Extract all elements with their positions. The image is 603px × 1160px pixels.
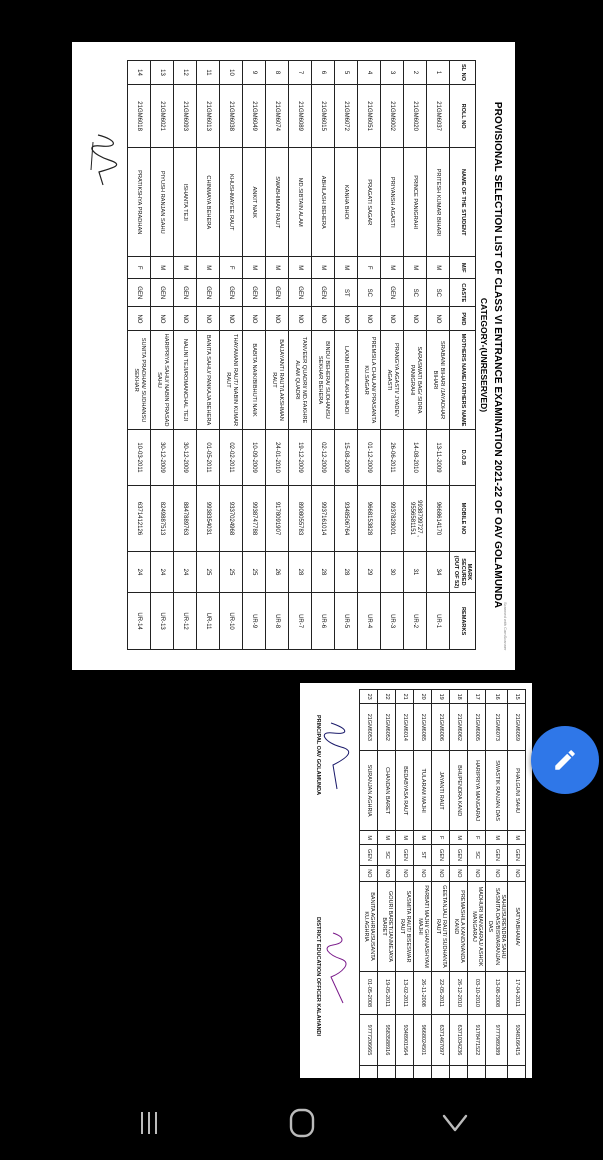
table-cell: NO: [450, 865, 468, 881]
table-cell: 19-05-2011: [378, 972, 396, 1015]
table-cell: NO: [414, 865, 432, 881]
selection-table-page-1: [127, 60, 476, 650]
table-cell: 22: [378, 690, 396, 704]
table-cell: GOURI BARET/JANMEJAYA BARET: [378, 882, 396, 972]
table-cell: BHUPENDRA KAND: [450, 751, 468, 831]
column-header: PWD: [450, 307, 476, 331]
table-cell: BINDU BEHERA/ SUDHANSU SEKHAR BEHERA: [312, 331, 335, 429]
table-cell: 24: [174, 551, 197, 592]
table-cell: PHALGUNI SAHU: [508, 751, 526, 831]
table-cell: 22-05-2011: [432, 972, 450, 1015]
table-cell: F: [358, 257, 381, 279]
table-cell: [486, 1066, 508, 1078]
table-cell: SURANJAN AGHRIA: [360, 751, 378, 831]
table-cell: [508, 1066, 526, 1078]
table-cell: ANKIT NAIK: [243, 148, 266, 257]
table-cell: KANHA BHOI: [335, 148, 358, 257]
table-cell: 21GM6062: [450, 704, 468, 751]
table-cell: 8847889763: [174, 486, 197, 551]
table-cell: UR-9: [243, 593, 266, 650]
table-cell: PIYUSH RANJAN SAHU: [151, 148, 174, 257]
table-cell: UR-2: [404, 593, 427, 650]
table-cell: F: [468, 831, 486, 845]
table-cell: M: [381, 257, 404, 279]
table-cell: UR-14: [128, 593, 151, 650]
table-cell: GEN: [312, 279, 335, 307]
table-cell: CHANDAN BARET: [378, 751, 396, 831]
table-cell: BANITA AGHRIA/SUSANTA KU.AGHRIA: [360, 882, 378, 972]
table-cell: ISHANTA TEJI: [174, 148, 197, 257]
table-cell: 17-04-2011: [508, 972, 526, 1015]
table-cell: M: [151, 257, 174, 279]
table-cell: 6371034236: [450, 1014, 468, 1065]
table-cell: 21GM6013: [197, 84, 220, 147]
table-cell: M: [335, 257, 358, 279]
table-cell: PRITESH KUMAR BIHARI: [427, 148, 450, 257]
table-cell: PREMSILA CHALAN/ PRASANTA KU.SAGAR: [358, 331, 381, 429]
table-cell: 21: [396, 690, 414, 704]
table-cell: GEETANJALI RAUT/ SUDHANTA RAUT: [432, 882, 450, 972]
table-cell: SATYABHAMA/: [508, 882, 526, 972]
table-cell: 14: [128, 61, 151, 85]
table-row: [508, 690, 526, 1079]
table-cell: NO: [335, 307, 358, 331]
table-cell: 13: [151, 61, 174, 85]
table-cell: 29: [358, 551, 381, 592]
table-cell: SASMITA RAUT/ BISESWAR RAUT: [396, 882, 414, 972]
table-cell: 26-12-2010: [450, 972, 468, 1015]
table-cell: 7: [289, 61, 312, 85]
table-cell: 19-12-2009: [289, 429, 312, 486]
table-cell: 26-06-2011: [381, 429, 404, 486]
table-cell: 01-05-2011: [197, 429, 220, 486]
table-cell: PARBATI MAJHI/ GHANASHYAM MAJHI: [414, 882, 432, 972]
document-title: PROVISIONAL SELECTION LIST OF CLASS VI ENTRANCE EXAMINATION 2021-22 OF OAV GOLAMUNDA: [492, 101, 503, 609]
table-cell: SC: [427, 279, 450, 307]
table-row: [243, 61, 266, 650]
table-cell: 28: [335, 551, 358, 592]
navigation-bar: [0, 1088, 603, 1160]
table-cell: 03-10-2010: [468, 972, 486, 1015]
table-cell: NO: [174, 307, 197, 331]
table-cell: GEN: [381, 279, 404, 307]
table-cell: 15: [508, 690, 526, 704]
column-header: NAME OF THE STUDENT: [450, 148, 476, 257]
table-cell: 30-12-2009: [174, 429, 197, 486]
table-cell: 30: [381, 551, 404, 592]
table-cell: 21GM6014: [396, 704, 414, 751]
table-cell: 10-09-2009: [243, 429, 266, 486]
table-cell: LAXMI BHOI/LAKHA BHOI: [335, 331, 358, 429]
table-cell: GEN: [128, 279, 151, 307]
table-cell: 21GM6052: [378, 704, 396, 751]
table-cell: [432, 1066, 450, 1078]
table-cell: 21GM6072: [335, 84, 358, 147]
table-cell: 21GM6053: [360, 704, 378, 751]
table-row: [312, 61, 335, 650]
page-2: [300, 683, 532, 1078]
table-row: [358, 61, 381, 650]
table-cell: 24: [151, 551, 174, 592]
table-cell: [396, 1066, 414, 1078]
table-row: [220, 61, 243, 650]
table-cell: 21GM6051: [358, 84, 381, 147]
table-row: [378, 690, 396, 1079]
table-cell: NO: [243, 307, 266, 331]
table-cell: 30-12-2009: [151, 429, 174, 486]
table-cell: NO: [468, 865, 486, 881]
table-cell: 9: [243, 61, 266, 85]
table-cell: 15-08-2009: [335, 429, 358, 486]
table-row: [335, 61, 358, 650]
table-cell: 19: [432, 690, 450, 704]
column-header: MOBILE NO: [450, 486, 476, 551]
table-cell: 16: [486, 690, 508, 704]
table-cell: NO: [128, 307, 151, 331]
table-cell: NO: [197, 307, 220, 331]
table-cell: THAYAMANI RAUT/ NABIN KUMAR RAUT: [220, 331, 243, 429]
table-cell: 10: [220, 61, 243, 85]
table-cell: SWASTIK RANJAN DAS: [486, 751, 508, 831]
table-cell: 9938747788: [243, 486, 266, 551]
table-cell: 3: [381, 61, 404, 85]
table-cell: GEN: [450, 845, 468, 865]
table-cell: M: [174, 257, 197, 279]
table-cell: 01-12-2009: [358, 429, 381, 486]
table-cell: 6371467097: [432, 1014, 450, 1065]
table-cell: 28: [289, 551, 312, 592]
table-row: [396, 690, 414, 1079]
table-cell: 9348166415: [508, 1014, 526, 1065]
column-header: ROLL NO: [450, 84, 476, 147]
table-cell: GEN: [432, 845, 450, 865]
table-cell: 6371412126: [128, 486, 151, 551]
table-cell: NO: [486, 865, 508, 881]
table-cell: BABITA NAIK/BIBHUTI NAIK: [243, 331, 266, 429]
table-cell: SC: [404, 279, 427, 307]
table-cell: 17: [468, 690, 486, 704]
table-row: [360, 690, 378, 1079]
table-cell: 34: [427, 551, 450, 592]
table-cell: KHUSHMAYEE RAUT: [220, 148, 243, 257]
table-row: [266, 61, 289, 650]
table-cell: 11: [197, 61, 220, 85]
table-cell: 10-03-2011: [128, 429, 151, 486]
table-cell: PRAGATI SAGAR: [358, 148, 381, 257]
table-cell: UR-6: [312, 593, 335, 650]
table-cell: 28: [312, 551, 335, 592]
table-cell: HARIPRIYA MANGARAJ: [468, 751, 486, 831]
edit-button[interactable]: [531, 726, 599, 794]
page-1: PROVISIONAL SELECTION LIST OF CLASS VI ENTRANCE EXAMINATION 2021-22 OF OAV GOLAMUNDA CATEGORY-(UNRESERVED) SL NO ROLL NO NAME OF THE STUDENT M/F CASTE PWD MOTHERS NAME/ FATHERS NAME D.O.B MOBILE NO MARK SECURED (OUT OF 52) REMARKS 1 21GM6037 PRITESH KUMAR BIHARI M SC NO SRABANI BIHARI /JAYADHAR BIHARI 13-11-2009 9668614170 34 UR-1 2 21GM6020 PRINCE PANIGRAHI M SC NO SARASWATI BAG/ SIDRA PANIGRAHI 14-08-2010 9938799727 , 9556581151 31 UR-2 3 21GM6002 PRIYANSH AGASTI M GEN NO PRANGYA AGASTI/ JYADEV AGASTI 26-06-2011 9937828001 30 UR-3 4 21GM6051 PRAGATI SAGAR F SC NO PREMSILA CHALAN/ PRASANTA KU.SAGAR 01-12-2009 9668153828 29 UR-4 5 21GM6072 KANHA BHOI M ST NO LAXMI BHOI/LAKHA BHOI 15-08-2009 9348506764 28 UR-5 6 21GM6015 ABHILASH BEHERA M GEN NO BINDU BEHERA/ SUDHANSU SEKHAR BEHERA 02-12-2009 9937161014 28 UR-6 7 21GM6089 MD.SIBTAIN ALAM M GEN NO TANVEER QUADRI/ MD.FAKHRE ALAM QUADRI 19-12-2009 8908055783 28 UR-7 8 21GM6074 SWABHIMAN RAUT M GEN NO BAIJAYANTI RAUT/LAKSHMAN RAUT 24-01-2010 9178091907 26 UR-8 9 21GM6049 ANKIT NAIK M GEN NO BABITA NAIK/BIBHUTI NAIK 10-09-2009 9938747788 25 UR-9 10 21GM6038 KHUSHMAYEE RAUT F GEN NO THAYAMANI RAUT/ NABIN KUMAR RAUT 02-02-2011 9337024968 25 UR-10 11 21GM6013 CHINMAYA BEHERA M GEN NO BANITA SAHU/ PANKAJA BEHERA 01-05-2011 9938354031 25 UR-11 12 21GM6093 ISHANTA TEJI M GEN NO NALINI TEJI/ROMANCHAL TEJI 30-12-2009 8847889763 24 UR-12 13 21GM6021 PIYUSH RANJAN SAHU M GEN NO HARIPRIYA SAHU/ NABIN PRASAD SAHU 30-12-2009 8249887513 24 UR-13 14 21GM6018 PRATIKSHYA PRADHAN F GEN NO SUNITA PRADHAN/ SUDHANSU SEKHAR 10-03-2011 6371412126 24 UR-14 Scanned with CamScanner: [72, 42, 515, 670]
table-cell: F: [128, 257, 151, 279]
table-cell: GEN: [174, 279, 197, 307]
table-cell: UR-13: [151, 593, 174, 650]
table-row: [404, 61, 427, 650]
table-cell: PRATIKSHYA PRADHAN: [128, 148, 151, 257]
table-cell: NO: [378, 865, 396, 881]
table-cell: F: [220, 257, 243, 279]
principal-office: PRINCIPAL OAV GOLAMUNDA: [315, 715, 322, 796]
table-cell: 21GM6074: [266, 84, 289, 147]
table-cell: 14-08-2010: [404, 429, 427, 486]
table-cell: UR-5: [335, 593, 358, 650]
table-row: [151, 61, 174, 650]
table-cell: 9337024968: [220, 486, 243, 551]
table-cell: 1: [427, 61, 450, 85]
table-cell: M: [508, 831, 526, 845]
table-cell: NO: [508, 865, 526, 881]
table-cell: 31: [404, 551, 427, 592]
table-cell: 18: [450, 690, 468, 704]
table-cell: GEN: [289, 279, 312, 307]
table-cell: 9937828001: [381, 486, 404, 551]
table-cell: 2: [404, 61, 427, 85]
table-cell: 02-02-2011: [220, 429, 243, 486]
table-cell: TULARAM MAJHI: [414, 751, 432, 831]
table-cell: M: [404, 257, 427, 279]
table-cell: 9348901564: [396, 1014, 414, 1065]
table-cell: BANITA SAHU/ PANKAJA BEHERA: [197, 331, 220, 429]
table-cell: GEN: [151, 279, 174, 307]
table-cell: 02-12-2009: [312, 429, 335, 486]
table-cell: NO: [432, 865, 450, 881]
table-cell: PRINCE PANIGRAHI: [404, 148, 427, 257]
table-cell: NO: [358, 307, 381, 331]
table-cell: 26-11-2008: [414, 972, 432, 1015]
table-cell: NO: [381, 307, 404, 331]
table-row: [197, 61, 220, 650]
table-row: [381, 61, 404, 650]
table-cell: M: [360, 831, 378, 845]
table-cell: 24-01-2010: [266, 429, 289, 486]
table-cell: 21GM6005: [468, 704, 486, 751]
table-cell: 21GM6038: [220, 84, 243, 147]
table-cell: 21GM6006: [432, 704, 450, 751]
table-cell: SAHU/SURENDRA SAHU SASMITA DAS/BISWARANJAN DAS: [486, 882, 508, 972]
table-cell: M: [396, 831, 414, 845]
table-cell: M: [312, 257, 335, 279]
table-cell: 21GM6073: [486, 704, 508, 751]
table-cell: 9777989389: [486, 1014, 508, 1065]
table-cell: SC: [358, 279, 381, 307]
column-header: M/F: [450, 257, 476, 279]
table-cell: UR-8: [266, 593, 289, 650]
recents-icon[interactable]: [138, 1110, 160, 1136]
pencil-icon: [552, 747, 578, 773]
table-cell: HARIPRIYA SAHU/ NABIN PRASAD SAHU: [151, 331, 174, 429]
table-cell: 25: [197, 551, 220, 592]
table-cell: GEN: [220, 279, 243, 307]
table-cell: MADHURI MANGARAJ/ ASHOK MANGARAJ: [468, 882, 486, 972]
table-cell: M: [243, 257, 266, 279]
table-cell: M: [289, 257, 312, 279]
table-cell: GEN: [396, 845, 414, 865]
table-cell: SARASWATI BAG/ SIDRA PANIGRAHI: [404, 331, 427, 429]
table-cell: 13-02-2011: [396, 972, 414, 1015]
table-cell: M: [266, 257, 289, 279]
table-cell: SRABANI BIHARI /JAYADHAR BIHARI: [427, 331, 450, 429]
table-row: [468, 690, 486, 1079]
table-cell: 8: [266, 61, 289, 85]
table-cell: PREMASHILA KAND/NANDA KAND: [450, 882, 468, 972]
table-cell: UR-12: [174, 593, 197, 650]
deo-signature: [321, 929, 351, 1009]
column-header: MARK SECURED (OUT OF 52): [450, 551, 476, 592]
table-cell: 26: [266, 551, 289, 592]
table-cell: 21GM6085: [414, 704, 432, 751]
table-cell: SC: [378, 845, 396, 865]
table-cell: M: [197, 257, 220, 279]
table-cell: NO: [289, 307, 312, 331]
table-cell: CHINMAYA BEHERA: [197, 148, 220, 257]
table-cell: 9583588916: [378, 1014, 396, 1065]
table-cell: 9668153828: [358, 486, 381, 551]
table-cell: SUNITA PRADHAN/ SUDHANSU SEKHAR: [128, 331, 151, 429]
table-cell: 21GM6015: [312, 84, 335, 147]
table-cell: GEN: [243, 279, 266, 307]
table-cell: M: [450, 831, 468, 845]
table-cell: UR-11: [197, 593, 220, 650]
table-cell: GEN: [266, 279, 289, 307]
table-cell: M: [486, 831, 508, 845]
category-title: CATEGORY-(UNRESERVED): [479, 297, 489, 413]
table-cell: 8908055783: [289, 486, 312, 551]
table-cell: PRANGYA AGASTI/ JYADEV AGASTI: [381, 331, 404, 429]
table-cell: NALINI TEJI/ROMANCHAL TEJI: [174, 331, 197, 429]
table-cell: [360, 1066, 378, 1078]
table-cell: 21GM6018: [128, 84, 151, 147]
column-header: CASTE: [450, 279, 476, 307]
table-cell: BEDABYASA RAUT: [396, 751, 414, 831]
table-cell: 20: [414, 690, 432, 704]
table-row: [486, 690, 508, 1079]
table-cell: 24: [128, 551, 151, 592]
table-cell: 9668614170: [427, 486, 450, 551]
table-cell: NO: [220, 307, 243, 331]
table-cell: NO: [151, 307, 174, 331]
table-cell: [468, 1066, 486, 1078]
table-cell: 9937161014: [312, 486, 335, 551]
table-cell: 25: [243, 551, 266, 592]
table-cell: 23: [360, 690, 378, 704]
table-cell: 21GM6089: [289, 84, 312, 147]
table-cell: UR-7: [289, 593, 312, 650]
table-cell: 5: [335, 61, 358, 85]
table-cell: [378, 1066, 396, 1078]
table-cell: 9178091907: [266, 486, 289, 551]
table-cell: UR-1: [427, 593, 450, 650]
table-cell: NO: [427, 307, 450, 331]
table-cell: 9777206665: [360, 1014, 378, 1065]
table-cell: 6: [312, 61, 335, 85]
table-cell: NO: [266, 307, 289, 331]
table-cell: NO: [312, 307, 335, 331]
table-cell: 01-05-2008: [360, 972, 378, 1015]
table-cell: GEN: [508, 845, 526, 865]
table-cell: UR-4: [358, 593, 381, 650]
table-cell: NO: [396, 865, 414, 881]
table-cell: ST: [414, 845, 432, 865]
principal-signature: [321, 719, 351, 799]
table-cell: F: [432, 831, 450, 845]
home-icon[interactable]: [287, 1108, 317, 1138]
table-row: [432, 690, 450, 1079]
table-cell: TANVEER QUADRI/ MD.FAKHRE ALAM QUADRI: [289, 331, 312, 429]
table-row: [414, 690, 432, 1079]
back-icon[interactable]: [440, 1110, 470, 1136]
table-row: [450, 690, 468, 1079]
column-header: REMARKS: [450, 593, 476, 650]
table-cell: 9938354031: [197, 486, 220, 551]
table-cell: 21GM6020: [404, 84, 427, 147]
signature-mark: [83, 130, 123, 190]
table-cell: GEN: [197, 279, 220, 307]
table-cell: 9938799727 , 9556581151: [404, 486, 427, 551]
table-cell: UR-10: [220, 593, 243, 650]
table-cell: GEN: [486, 845, 508, 865]
table-cell: 21GM6093: [174, 84, 197, 147]
table-cell: 4: [358, 61, 381, 85]
table-cell: SC: [468, 845, 486, 865]
table-cell: UR-3: [381, 593, 404, 650]
column-header: MOTHERS NAME/ FATHERS NAME: [450, 331, 476, 429]
table-cell: 21GM6002: [381, 84, 404, 147]
table-cell: M: [427, 257, 450, 279]
table-cell: ABHILASH BEHERA: [312, 148, 335, 257]
table-row: [289, 61, 312, 650]
table-cell: 21GM6059: [508, 704, 526, 751]
table-row: [128, 61, 151, 650]
column-header: D.O.B: [450, 429, 476, 486]
table-cell: 8249887513: [151, 486, 174, 551]
table-cell: M: [378, 831, 396, 845]
table-cell: [450, 1066, 468, 1078]
table-cell: 13-11-2009: [427, 429, 450, 486]
table-cell: 9668024501: [414, 1014, 432, 1065]
table-cell: 21GM6049: [243, 84, 266, 147]
table-cell: 25: [220, 551, 243, 592]
table-cell: MD.SIBTAIN ALAM: [289, 148, 312, 257]
deo-office: DISTRICT EDUCATION OFFICER KALAHANDI: [315, 917, 322, 1037]
table-cell: 21GM6021: [151, 84, 174, 147]
table-cell: BAIJAYANTI RAUT/LAKSHMAN RAUT: [266, 331, 289, 429]
table-cell: 21GM6037: [427, 84, 450, 147]
table-row: [174, 61, 197, 650]
table-cell: 13-08-2008: [486, 972, 508, 1015]
table-cell: GEN: [360, 845, 378, 865]
table-cell: PRIYANSH AGASTI: [381, 148, 404, 257]
table-cell: SWABHIMAN RAUT: [266, 148, 289, 257]
table-cell: [414, 1066, 432, 1078]
table-cell: ST: [335, 279, 358, 307]
table-cell: 12: [174, 61, 197, 85]
table-cell: M: [414, 831, 432, 845]
column-header: SL NO: [450, 61, 476, 85]
table-cell: NO: [360, 865, 378, 881]
table-cell: 9178471522: [468, 1014, 486, 1065]
table-cell: NO: [404, 307, 427, 331]
table-cell: 9348506764: [335, 486, 358, 551]
table-cell: JAYANTI RAUT: [432, 751, 450, 831]
selection-table-page-2: [359, 689, 526, 1078]
table-row: [427, 61, 450, 650]
